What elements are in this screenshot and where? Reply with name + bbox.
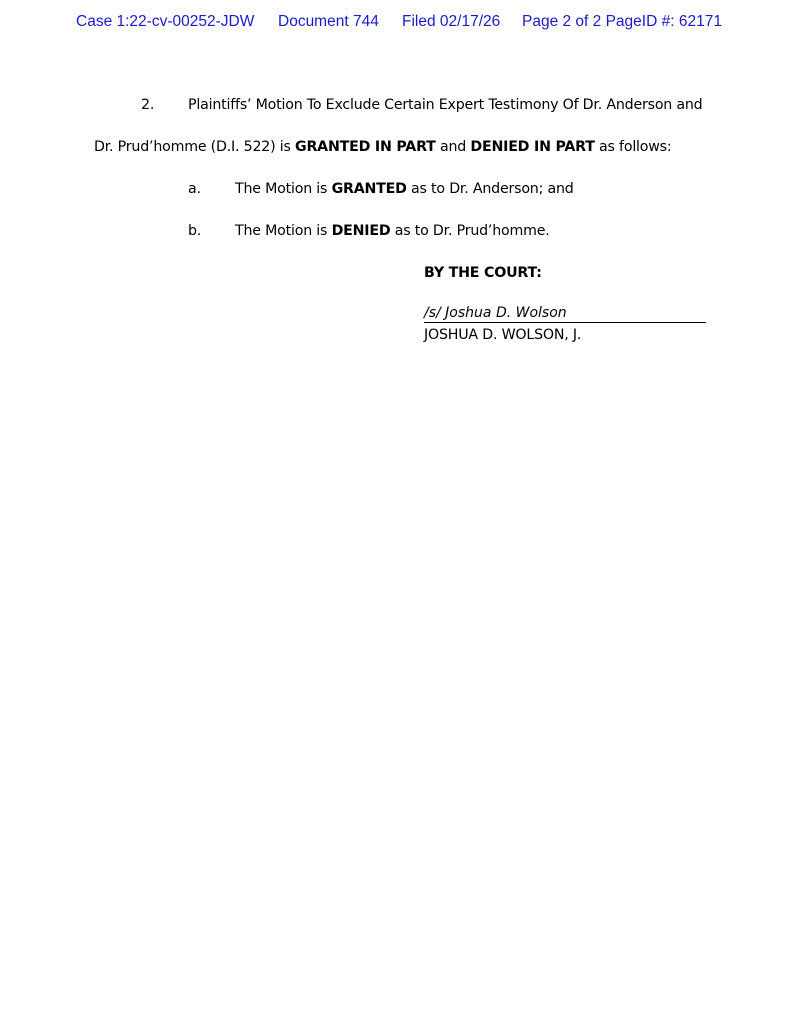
paragraph-line-2-mid: and (435, 139, 471, 155)
denied-in-part: DENIED IN PART (470, 139, 595, 155)
paragraph-line-2-end: as follows: (594, 139, 672, 155)
signature-line: /s/ Joshua D. Wolson (424, 304, 706, 323)
paragraph-number: 2. (141, 97, 155, 113)
paragraph-line-2 (94, 137, 671, 157)
judge-name: JOSHUA D. WOLSON, J. (424, 327, 582, 343)
paragraph-line-1: Plaintiffs’ Motion To Exclude Certain Expert Testimony Of Dr. Anderson and (188, 97, 703, 113)
sub-item-a-bold: GRANTED (331, 181, 407, 197)
filed-date: Filed 02/17/26 (402, 13, 501, 30)
sub-item-b-bold: DENIED (331, 223, 391, 239)
page-id: Page 2 of 2 PageID #: 62171 (522, 13, 722, 30)
ecf-header (0, 13, 800, 35)
paragraph-line-2-start: Dr. Prud’homme (D.I. 522) is (94, 139, 296, 155)
sub-item-a (235, 179, 574, 199)
sub-item-b-end: as to Dr. Prud’homme. (390, 223, 550, 239)
by-the-court: BY THE COURT: (424, 265, 542, 281)
case-number: Case 1:22-cv-00252-JDW (76, 13, 255, 30)
sub-item-b-label: b. (188, 223, 202, 239)
granted-in-part: GRANTED IN PART (295, 139, 436, 155)
sub-item-a-end: as to Dr. Anderson; and (406, 181, 574, 197)
document-number: Document 744 (278, 13, 379, 30)
sub-item-b-start: The Motion is (235, 223, 332, 239)
sub-item-a-label: a. (188, 181, 201, 197)
sub-item-b (235, 221, 550, 241)
sub-item-a-start: The Motion is (235, 181, 332, 197)
